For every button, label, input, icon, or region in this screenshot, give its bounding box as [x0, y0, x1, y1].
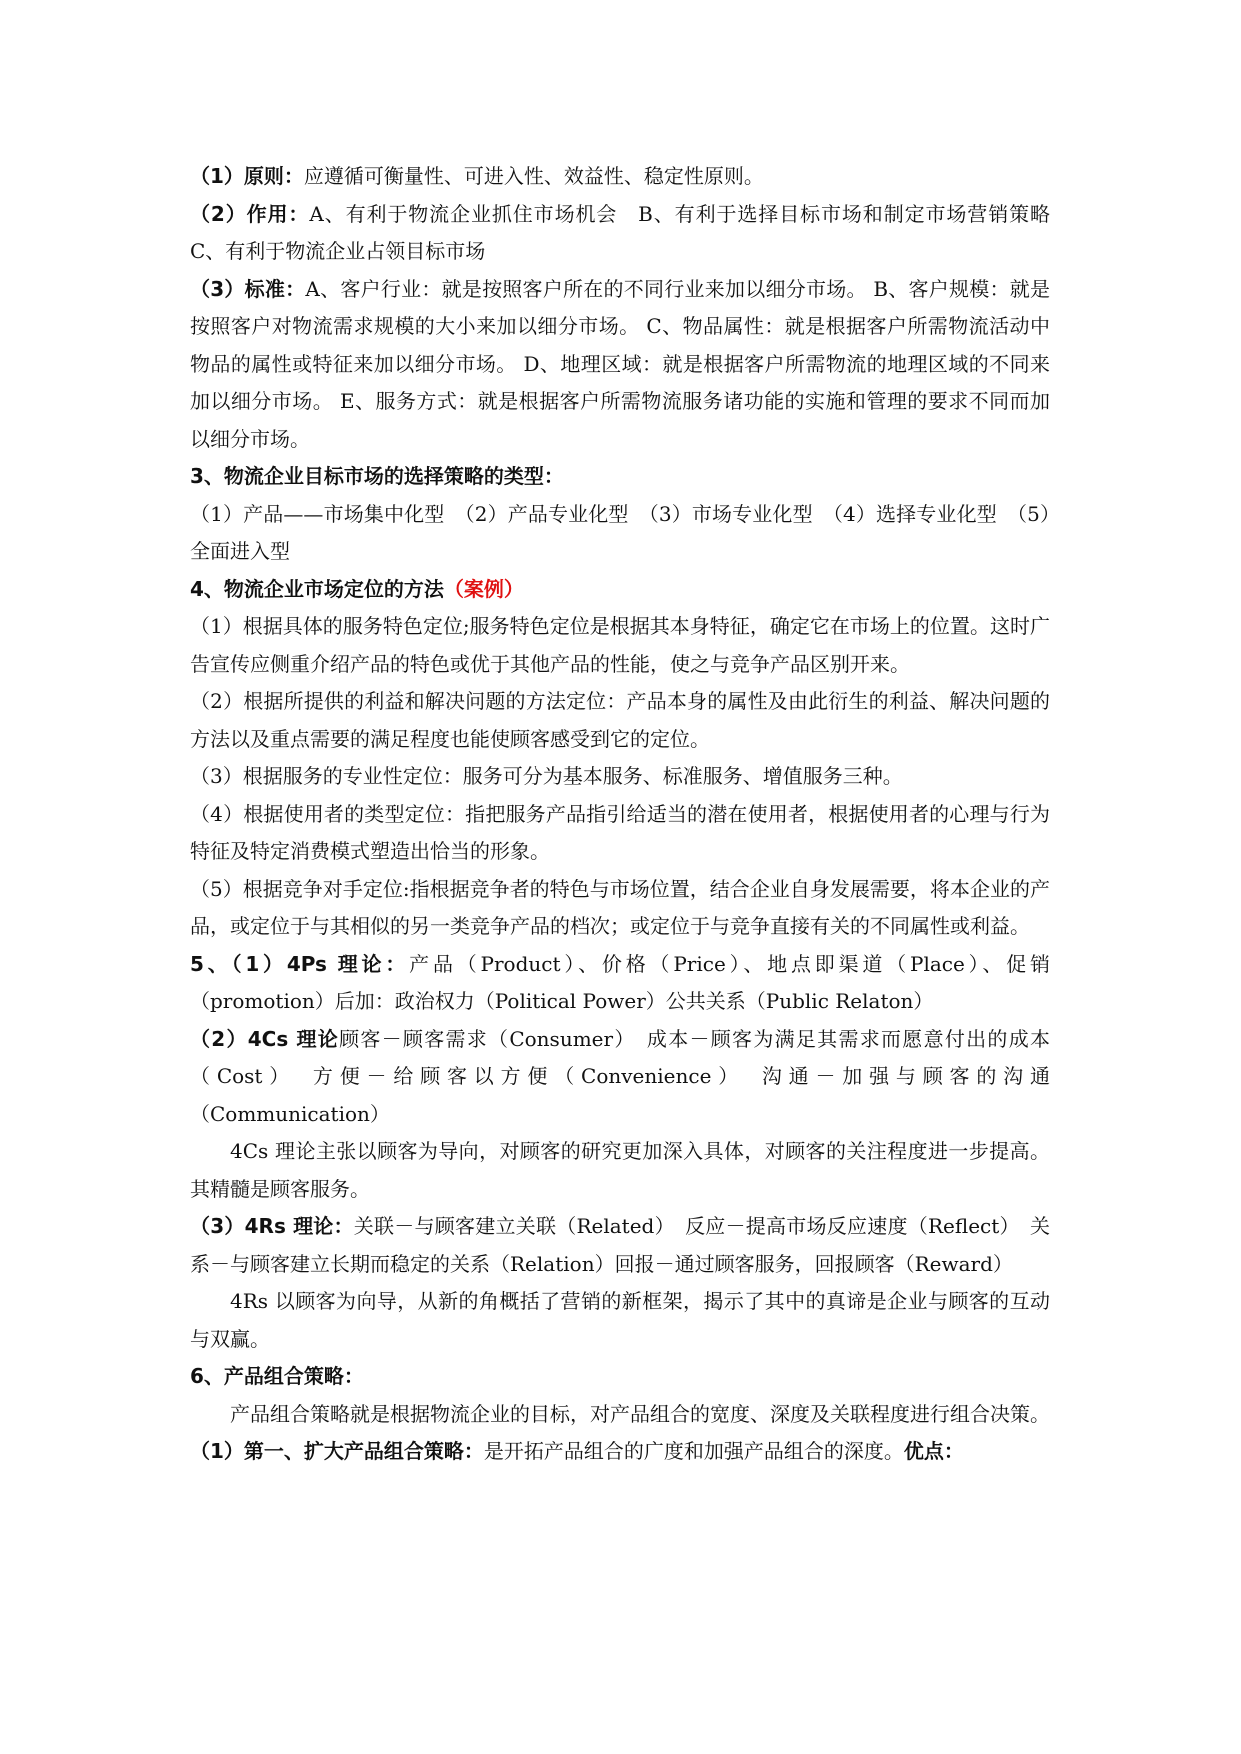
4ps-paragraph: [190, 946, 1050, 1021]
function-paragraph: [190, 196, 1071, 271]
4cs-paragraph: [190, 1021, 1050, 1134]
function-text: A、有利于物流企业抓住市场机会 B、有利于选择目标市场和制定市场营销策略 C、有利于物流企业占领目标市场: [190, 201, 1071, 263]
principle-text: 应遵循可衡量性、可进入性、效益性、稳定性原则。: [303, 164, 764, 188]
section-3-heading: 3、物流企业目标市场的选择策略的类型：: [190, 464, 564, 488]
4cs-text: 顾客－顾客需求（Consumer） 成本－顾客为满足其需求而愿意付出的成本（Cost） 方便－给顾客以方便（Convenience） 沟通－加强与顾客的沟通（Communication）: [190, 1026, 1050, 1126]
4ps-label: 5、（1）4Ps 理论：: [190, 951, 410, 976]
4rs-summary-paragraph: 4Rs 以顾客为向导，从新的角概括了营销的新框架，揭示了其中的真谛是企业与顾客的互动与双赢。: [190, 1289, 1050, 1351]
section-4-title: 4、物流企业市场定位的方法: [190, 576, 444, 601]
positioning-2-paragraph: （2）根据所提供的利益和解决问题的方法定位：产品本身的属性及由此衍生的利益、解决问题的方法以及重点需要的满足程度也能使顾客感受到它的定位。: [190, 689, 1050, 751]
expand-strategy-label: （1）第一、扩大产品组合策略：: [190, 1439, 484, 1463]
standard-label: （3）标准：: [190, 276, 306, 301]
product-mix-paragraph: 产品组合策略就是根据物流企业的目标，对产品组合的宽度、深度及关联程度进行组合决策。: [230, 1401, 1050, 1426]
standard-paragraph: [190, 271, 1050, 459]
document-page: [190, 158, 1071, 1471]
4ps-text: 产品（Product）、价格（Price）、地点即渠道（Place）、促销（promotion）后加：政治权力（Political Power）公共关系（Public Relaton）: [190, 951, 1051, 1013]
4rs-text: 关联－与顾客建立关联（Related） 反应－提高市场反应速度（Reflect） 关系－与顾客建立长期而稳定的关系（Relation）回报－通过顾客服务，回报顾客（Reward）: [190, 1214, 1050, 1276]
section-6-heading: 6、产品组合策略：: [190, 1364, 364, 1388]
case-tag: （案例）: [443, 576, 524, 601]
expand-strategy-paragraph: [190, 1433, 1050, 1471]
advantages-label: 优点：: [903, 1439, 964, 1463]
positioning-1-paragraph: （1）根据具体的服务特色定位;服务特色定位是根据其本身特征，确定它在市场上的位置。这时广告宣传应侧重介绍产品的特色或优于其他产品的性能，使之与竞争产品区别开来。: [190, 614, 1050, 676]
standard-text: A、客户行业：就是按照客户所在的不同行业来加以细分市场。 B、客户规模：就是按照客户对物流需求规模的大小来加以细分市场。 C、物品属性：就是根据客户所需物流活动中物品的属性或特征来加以细分市场。 D、地理区域：就是根据客户所需物流的地理区域的不同来加以细分市场。 E、服务方式：就是根据客户所需物流服务诸功能的实施和管理的要求不同而加以细分市场。: [190, 276, 1051, 451]
4rs-paragraph: [190, 1208, 1050, 1283]
positioning-5-paragraph: （5）根据竞争对手定位:指根据竞争者的特色与市场位置，结合企业自身发展需要，将本企业的产品，或定位于与其相似的另一类竞争产品的档次；或定位于与竞争直接有关的不同属性或利益。: [190, 876, 1050, 938]
4cs-label: （2）4Cs 理论: [190, 1026, 340, 1051]
section-4-heading: [190, 571, 1050, 609]
principle-paragraph: [190, 158, 1050, 196]
function-label: （2）作用：: [190, 201, 310, 226]
4cs-summary-paragraph: 4Cs 理论主张以顾客为导向，对顾客的研究更加深入具体，对顾客的关注程度进一步提高。其精髓是顾客服务。: [190, 1139, 1050, 1201]
principle-label: （1）原则：: [190, 164, 304, 188]
4rs-label: （3）4Rs 理论：: [190, 1214, 354, 1238]
strategy-types-paragraph: （1）产品——市场集中化型 （2）产品专业化型 （3）市场专业化型 （4）选择专业化型 （5）全面进入型: [190, 501, 1050, 563]
expand-strategy-text: 是开拓产品组合的广度和加强产品组合的深度。: [483, 1439, 904, 1463]
positioning-3-paragraph: （3）根据服务的专业性定位：服务可分为基本服务、标准服务、增值服务三种。: [190, 764, 903, 788]
positioning-4-paragraph: （4）根据使用者的类型定位：指把服务产品指引给适当的潜在使用者，根据使用者的心理与行为特征及特定消费模式塑造出恰当的形象。: [190, 801, 1050, 863]
